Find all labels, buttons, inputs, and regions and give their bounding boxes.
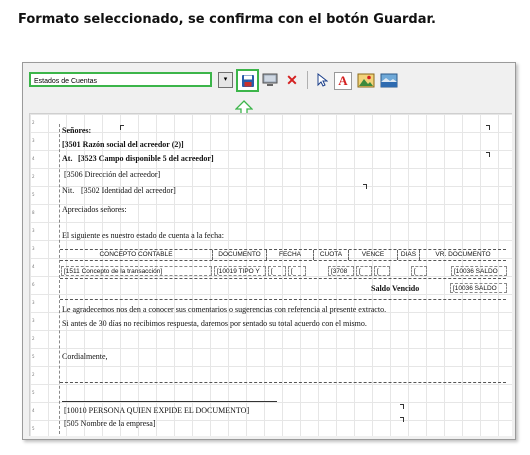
ruler-number: 3	[32, 318, 35, 323]
ruler-number: 2	[32, 372, 35, 377]
section-divider	[60, 382, 506, 383]
intro-text: El siguiente es nuestro estado de cuenta a la fecha:	[62, 231, 224, 240]
text-tool-icon: A	[338, 73, 348, 88]
text-tool-button[interactable]	[334, 72, 352, 90]
chevron-down-icon[interactable]: ▾	[218, 72, 233, 88]
field-marker	[486, 125, 490, 130]
closing-text: Cordialmente,	[62, 352, 108, 361]
balance-field[interactable]: [10036 SALDO	[450, 283, 507, 293]
ruler-number: 5	[32, 354, 35, 359]
company-field[interactable]: [505 Nombre de la empresa]	[64, 419, 156, 428]
background-tool-button[interactable]	[379, 70, 399, 90]
creditor-name-field[interactable]: [3501 Razón social del acreedor (2)]	[62, 140, 184, 149]
ruler-number: 5	[32, 192, 35, 197]
salutation-text: Apreciados señores:	[62, 205, 127, 214]
ruler-number: 3	[32, 228, 35, 233]
field-marker	[400, 404, 404, 409]
toolbar-separator	[307, 71, 308, 89]
margin-guide	[59, 124, 60, 434]
ruler-number: 4	[32, 264, 35, 269]
image-icon	[357, 73, 375, 88]
monitor-icon	[262, 73, 278, 87]
landscape-icon	[380, 73, 398, 88]
at-label: At.	[62, 154, 73, 163]
column-header: VENCE	[348, 250, 397, 260]
comments-line-2: Si antes de 30 días no recibimos respuesta, daremos por sentado su total acuerdo con el mismo.	[62, 319, 367, 328]
table-cell[interactable]: [	[288, 266, 306, 276]
field-marker	[120, 125, 124, 130]
ruler-number: 5	[32, 426, 35, 431]
column-header: FECHA	[266, 250, 313, 260]
column-header: DIAS	[397, 250, 419, 260]
table-cell[interactable]: [	[268, 266, 286, 276]
image-tool-button[interactable]	[356, 70, 376, 90]
column-header: DOCUMENTO	[212, 250, 266, 260]
ruler-number: 5	[32, 390, 35, 395]
select-tool-button[interactable]	[312, 70, 332, 90]
instruction-caption: Formato seleccionado, se confirma con el botón Guardar.	[18, 12, 436, 27]
ruler-number: 6	[32, 282, 35, 287]
table-cell[interactable]: [10036 SALDO	[451, 266, 507, 276]
preview-button[interactable]	[260, 70, 280, 90]
delete-button[interactable]	[282, 70, 302, 90]
field-marker	[486, 152, 490, 157]
field-marker	[400, 417, 404, 422]
ruler-number: 3	[32, 138, 35, 143]
balance-label: Saldo Vencido	[371, 284, 420, 293]
close-icon: ✕	[286, 71, 298, 88]
table-header	[60, 249, 506, 261]
ruler-number: 8	[32, 210, 35, 215]
available-field[interactable]: [3523 Campo disponible 5 del acreedor]	[78, 154, 214, 163]
document-canvas[interactable]	[29, 113, 512, 436]
table-cell[interactable]: [1511 Concepto de la transacción]	[61, 266, 212, 276]
format-select[interactable]: Estados de Cuentas	[29, 72, 212, 87]
floppy-disk-icon	[241, 74, 255, 88]
ruler-number: 2	[32, 174, 35, 179]
table-cell[interactable]: [	[356, 266, 372, 276]
table-cell[interactable]: [	[374, 266, 390, 276]
row-divider	[60, 299, 506, 300]
comments-line-1: Le agradecemos nos den a conocer sus comentarios o sugerencias con referencia al presente extracto.	[62, 305, 387, 314]
pointer-icon	[316, 73, 328, 87]
column-header: CONCEPTO CONTABLE	[99, 251, 173, 258]
ruler-number: 2	[32, 336, 35, 341]
table-cell[interactable]: [10019 TIPO Y	[214, 266, 266, 276]
table-cell[interactable]: [	[411, 266, 427, 276]
signer-field[interactable]: [10010 PERSONA QUIEN EXPIDE EL DOCUMENTO]	[64, 406, 250, 415]
greeting-text: Señores:	[62, 126, 92, 135]
row-divider	[60, 278, 506, 279]
address-field[interactable]: [3506 Dirección del acreedor]	[64, 170, 161, 179]
ruler-number: 4	[32, 156, 35, 161]
ruler-number: 3	[32, 300, 35, 305]
ruler-number: 2	[32, 120, 35, 125]
ruler-number: 3	[32, 246, 35, 251]
column-header: VR. DOCUMENTO	[419, 250, 506, 260]
save-button[interactable]	[236, 69, 259, 92]
toolbar	[23, 63, 515, 95]
column-header: CUOTA	[313, 250, 348, 260]
field-marker	[363, 184, 367, 189]
ruler-number: 4	[32, 408, 35, 413]
designer-window	[22, 62, 516, 440]
table-cell[interactable]: [3708	[328, 266, 354, 276]
signature-line	[62, 401, 277, 402]
identity-field[interactable]: [3502 Identidad del acreedor]	[81, 186, 176, 195]
nit-label: Nit.	[62, 186, 75, 195]
